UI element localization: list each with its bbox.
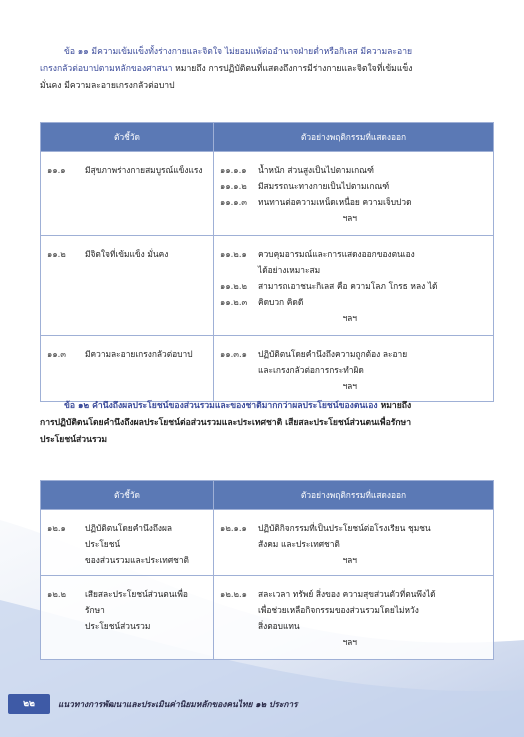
behavior-number: ๑๑.๑.๑ xyxy=(220,165,247,175)
paragraph-value-11 xyxy=(40,44,490,95)
behavior-number: ๑๒.๑.๑ xyxy=(220,523,247,533)
behavior-number: ๑๑.๒.๑ xyxy=(220,249,247,259)
behavior-text: ควบคุมอารมณ์และการแสดงออกของตนเอง xyxy=(258,249,415,259)
table-row xyxy=(41,510,494,576)
value-12-definition-cont: ประโยชน์ส่วนรวม xyxy=(40,435,108,445)
indicator-text: มีความละอายเกรงกลัวต่อบาป xyxy=(85,349,193,359)
behavior-text: สามารถเอาชนะกิเลส คือ ความโลภ โกรธ หลง ได้ xyxy=(258,281,438,291)
indicator-text: ปฏิบัติตนโดยคำนึงถึงผลประโยชน์ xyxy=(85,523,173,549)
table-row xyxy=(41,236,494,336)
value-11-definition-cont: มั่นคง มีความละอายเกรงกลัวต่อบาป xyxy=(40,81,175,91)
etc-mark: ฯลฯ xyxy=(342,637,357,647)
behavior-text-cont: สิ่งตอบแทน xyxy=(258,621,300,631)
indicator-number: ๑๑.๓ xyxy=(47,349,67,359)
page-footer xyxy=(0,694,524,716)
indicator-text: มีสุขภาพร่างกายสมบูรณ์แข็งแรง xyxy=(85,165,203,175)
indicator-text: มีจิตใจที่เข้มแข็ง มั่นคง xyxy=(85,249,169,259)
table-row xyxy=(41,152,494,236)
behavior-number: ๑๑.๒.๓ xyxy=(220,297,248,307)
value-11-lead: ข้อ ๑๑ มีความเข้มแข็งทั้งร่างกายและจิตใจ ไม่ยอมแพ้ต่ออำนาจฝ่ายต่ำหรือกิเลส มีความละอาย xyxy=(64,47,413,57)
behavior-number: ๑๑.๑.๓ xyxy=(220,197,247,207)
behavior-text: คิดบวก คิดดี xyxy=(258,297,304,307)
table-header-behavior: ตัวอย่างพฤติกรรมที่แสดงออก xyxy=(214,123,494,152)
table-value-12 xyxy=(40,480,494,660)
value-12-lead: ข้อ ๑๒ คำนึงถึงผลประโยชน์ของส่วนรวมและของชาติมากกว่าผลประโยชน์ของตนเอง xyxy=(64,401,378,411)
indicator-number: ๑๑.๑ xyxy=(47,165,66,175)
indicator-number: ๑๑.๒ xyxy=(47,249,66,259)
behavior-text: ทนทานต่อความเหน็ดเหนื่อย ความเจ็บปวด xyxy=(258,197,412,207)
etc-mark: ฯลฯ xyxy=(342,213,357,223)
value-12-meaning: หมายถึง xyxy=(377,401,412,411)
value-11-definition: หมายถึง การปฏิบัติตนที่แสดงถึงการมีร่างกายและจิตใจที่เข้มแข็ง xyxy=(172,64,413,74)
table-header-indicator: ตัวชี้วัด xyxy=(41,481,214,510)
behavior-text: ปฏิบัติตนโดยคำนึงถึงความถูกต้อง ละอาย xyxy=(258,349,408,359)
etc-mark: ฯลฯ xyxy=(342,555,357,565)
value-12-definition: การปฏิบัติตนโดยคำนึงถึงผลประโยชน์ต่อส่วนรวมและประเทศชาติ เสียสละประโยชน์ส่วนตนเพื่อรักษา xyxy=(40,418,412,428)
behavior-text-cont: ได้อย่างเหมาะสม xyxy=(258,265,321,275)
behavior-text: มีสมรรถนะทางกายเป็นไปตามเกณฑ์ xyxy=(258,181,390,191)
indicator-text: เสียสละประโยชน์ส่วนตนเพื่อรักษา xyxy=(85,589,188,615)
paragraph-value-12 xyxy=(40,398,490,449)
behavior-text-cont: เพื่อช่วยเหลือกิจกรรมของส่วนรวมโดยไม่หวัง xyxy=(258,605,419,615)
table-header-behavior: ตัวอย่างพฤติกรรมที่แสดงออก xyxy=(214,481,494,510)
behavior-number: ๑๑.๓.๑ xyxy=(220,349,247,359)
behavior-text: สละเวลา ทรัพย์ สิ่งของ ความสุขส่วนตัวที่ตนพึงได้ xyxy=(258,589,436,599)
table-value-11 xyxy=(40,122,494,402)
footer-title: แนวทางการพัฒนาและประเมินค่านิยมหลักของคนไทย ๑๒ ประการ xyxy=(58,699,298,709)
behavior-text: ปฏิบัติกิจกรรมที่เป็นประโยชน์ต่อโรงเรียน ชุมชน xyxy=(258,523,431,533)
indicator-text-cont: ประโยชน์ส่วนรวม xyxy=(85,621,151,631)
indicator-number: ๑๒.๒ xyxy=(47,589,67,599)
behavior-text-cont: สังคม และประเทศชาติ xyxy=(258,539,340,549)
table-row xyxy=(41,576,494,660)
behavior-number: ๑๑.๒.๒ xyxy=(220,281,247,291)
table-row xyxy=(41,336,494,402)
behavior-text: น้ำหนัก ส่วนสูงเป็นไปตามเกณฑ์ xyxy=(258,165,374,175)
etc-mark: ฯลฯ xyxy=(342,381,357,391)
indicator-number: ๑๒.๑ xyxy=(47,523,66,533)
behavior-number: ๑๒.๒.๑ xyxy=(220,589,247,599)
indicator-text-cont: ของส่วนรวมและประเทศชาติ xyxy=(85,555,189,565)
behavior-number: ๑๑.๑.๒ xyxy=(220,181,247,191)
table-header-indicator: ตัวชี้วัด xyxy=(41,123,214,152)
etc-mark: ฯลฯ xyxy=(342,313,357,323)
value-11-lead-cont: เกรงกลัวต่อบาปตามหลักของศาสนา xyxy=(40,64,173,74)
behavior-text-cont: และเกรงกลัวต่อการกระทำผิด xyxy=(258,365,364,375)
page-number: ๒๒ xyxy=(8,694,50,714)
